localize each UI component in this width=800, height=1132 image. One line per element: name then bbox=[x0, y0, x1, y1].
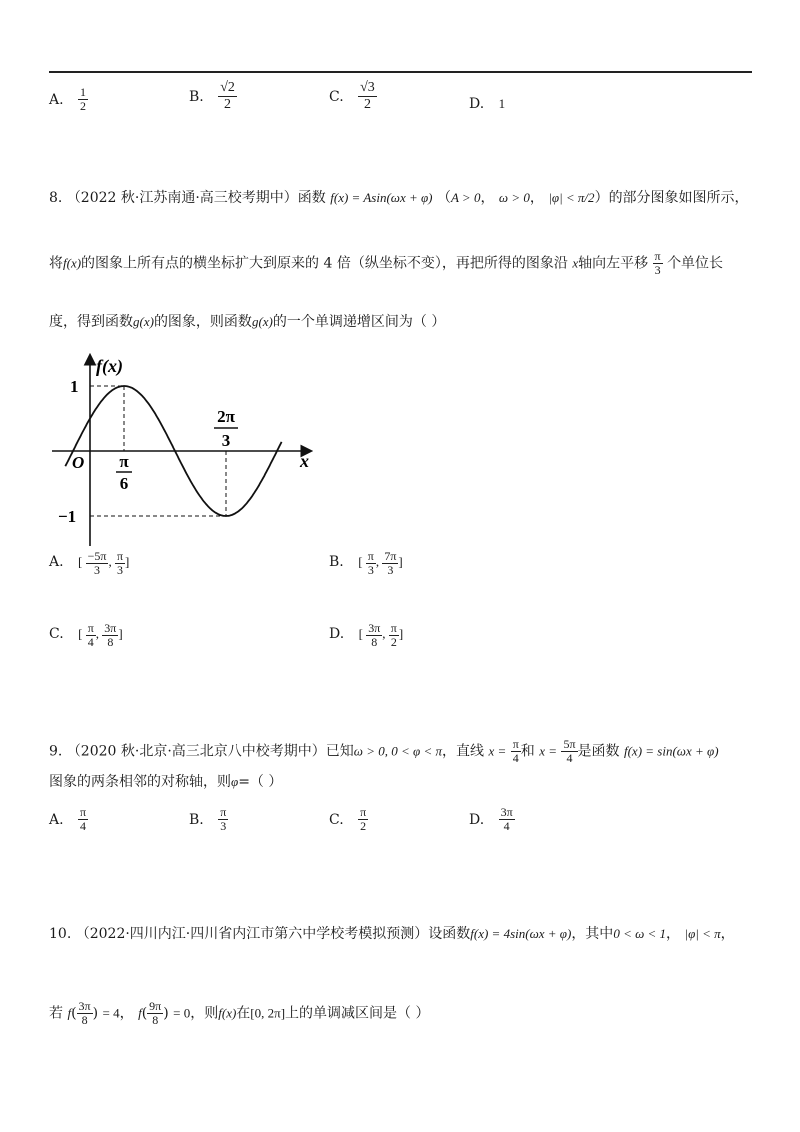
fraction: $\frac{\pi}{3}$ bbox=[220, 805, 227, 833]
q9-line-1: 9. （2020 秋·北京·高三北京八中校考期中）已知ω > 0, 0 < φ < π，直线 x = $\frac{\pi}{4}$ 和 x = $\frac{5\pi}{4}$ 是函数 f(x) = sin(ωx + φ) bbox=[49, 737, 719, 765]
fraction: $\frac{\pi}{4}$ bbox=[512, 737, 519, 765]
q8-option-c[interactable]: C. [ $\frac{\pi}{4}$ , $\frac{3\pi}{8}$ ] bbox=[49, 621, 123, 649]
fraction: $\frac{1}{2}$ bbox=[80, 85, 87, 113]
q9-line-2: 图象的两条相邻的对称轴，则φ=（ ） bbox=[49, 774, 283, 790]
q9-option-c[interactable]: C. $\frac{\pi}{2}$ bbox=[329, 805, 367, 833]
q9-option-b[interactable]: B. $\frac{\pi}{3}$ bbox=[189, 805, 227, 833]
q8-option-a[interactable]: A. [ $\frac{-5\pi}{3}$ , $\frac{\pi}{3}$ ] bbox=[49, 549, 130, 577]
fraction: $\frac{3\pi}{8}$ bbox=[78, 999, 91, 1027]
q7-option-b[interactable]: B. $\frac{√2}{2}$ bbox=[189, 80, 235, 112]
q8-line-1: 8. （2022 秋·江苏南通·高三校考期中）函数 f(x) = Asin(ωx + φ) （A > 0， ω > 0， |φ| < π/2）的部分图象如图所示， bbox=[49, 190, 749, 206]
fraction: $\frac{\pi}{4}$ bbox=[80, 805, 87, 833]
x-tick-pi6-den: 6 bbox=[119, 474, 129, 493]
q9-option-a[interactable]: A. $\frac{\pi}{4}$ bbox=[49, 805, 87, 833]
q8-option-d[interactable]: D. [ $\frac{3\pi}{8}$ , $\frac{\pi}{2}$ ] bbox=[329, 621, 404, 649]
fraction: $\frac{√2}{2}$ bbox=[220, 80, 235, 112]
y-tick-1: 1 bbox=[70, 377, 79, 396]
fraction: $\frac{5\pi}{4}$ bbox=[563, 737, 576, 765]
y-tick-neg1: −1 bbox=[58, 507, 77, 526]
q7-option-d[interactable]: D. 1 bbox=[469, 96, 506, 112]
q8-line-3: 度，得到函数g(x)的图象，则函数g(x)的一个单调递增区间为（ ） bbox=[49, 314, 446, 330]
q10-line-1: 10. （2022·四川内江·四川省内江市第六中学校考模拟预测）设函数f(x) = 4sin(ωx + φ)，其中0 < ω < 1， |φ| < π， bbox=[49, 926, 735, 942]
q8-line-2: 将f(x)的图象上所有点的横坐标扩大到原来的 4 倍（纵坐标不变），再把所得的图象沿 x轴向左平移 $\frac{\pi}{3}$ 个单位长 bbox=[49, 249, 724, 277]
fraction: $\frac{\pi}{3}$ bbox=[654, 249, 661, 277]
fraction: $\frac{9\pi}{8}$ bbox=[149, 999, 162, 1027]
x-tick-2pi3-num: 2π bbox=[217, 407, 235, 426]
q7-option-a[interactable]: A. $\frac{1}{2}$ bbox=[49, 85, 87, 113]
fraction: $\frac{√3}{2}$ bbox=[360, 80, 375, 112]
q7-option-c[interactable]: C. $\frac{√3}{2}$ bbox=[329, 80, 375, 112]
ylabel: f(x) bbox=[96, 356, 123, 376]
sine-graph bbox=[48, 350, 328, 550]
origin-label: O bbox=[72, 453, 85, 472]
fraction: $\frac{3\pi}{4}$ bbox=[500, 805, 513, 833]
top-rule bbox=[49, 71, 752, 73]
fraction: $\frac{\pi}{2}$ bbox=[360, 805, 367, 833]
q8-option-b[interactable]: B. [ $\frac{\pi}{3}$ , $\frac{7\pi}{3}$ ] bbox=[329, 549, 403, 577]
x-tick-pi6-num: π bbox=[119, 452, 129, 471]
x-tick-2pi3-den: 3 bbox=[221, 431, 231, 450]
q10-line-2: 若 f( $\frac{3\pi}{8}$ ) = 4， f( $\frac{9\pi}{8}$ ) = 0，则f(x)在[0, 2π]上的单调减区间是（ ） bbox=[49, 999, 430, 1027]
xlabel: x bbox=[300, 451, 309, 471]
q9-option-d[interactable]: D. $\frac{3\pi}{4}$ bbox=[469, 805, 513, 833]
